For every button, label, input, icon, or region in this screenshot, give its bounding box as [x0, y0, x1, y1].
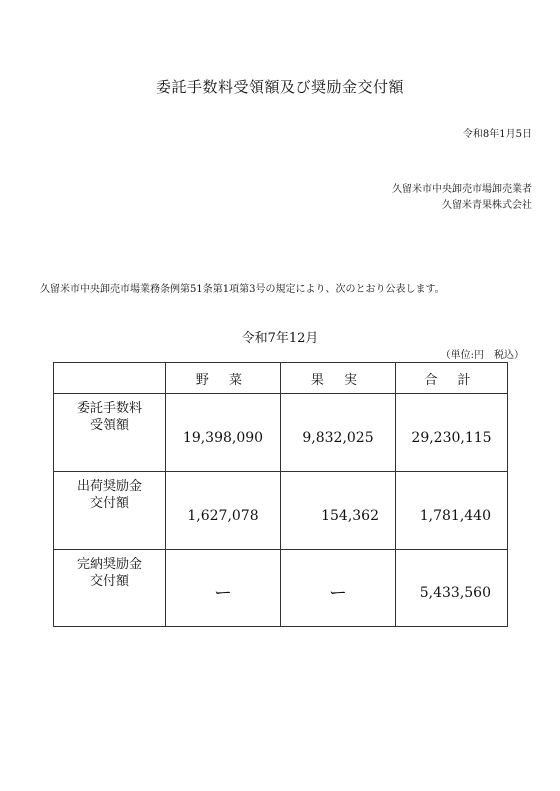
row-label-line1: 完納奨励金	[76, 557, 142, 572]
reporting-period: 令和7年12月	[241, 331, 319, 346]
table-row	[54, 394, 508, 472]
unit-note: （単位:円 税込）	[440, 350, 524, 361]
header-total: 合 計	[396, 363, 508, 394]
row-label-line2: 交付額	[89, 574, 129, 589]
amounts-table	[53, 362, 508, 627]
fruits-value: ー	[281, 550, 396, 627]
row-label	[54, 550, 166, 627]
issuer-organization: 久留米市中央卸売市場卸売業者	[392, 184, 532, 195]
table-row	[54, 550, 508, 627]
vegetables-value: ー	[166, 550, 281, 627]
vegetables-value: 1,627,078	[166, 472, 281, 550]
total-value: 5,433,560	[396, 550, 508, 627]
row-label	[54, 472, 166, 550]
fruits-value: 9,832,025	[281, 394, 396, 472]
notice-text: 久留米市中央卸売市場業務条例第51条第1項第3号の規定により、次のとおり公表します。	[40, 284, 445, 295]
row-label-line1: 委託手数料	[76, 401, 142, 416]
row-label	[54, 394, 166, 472]
row-label-line2: 交付額	[89, 496, 129, 511]
row-label-line1: 出荷奨励金	[76, 479, 142, 494]
total-value: 29,230,115	[396, 394, 508, 472]
header-blank	[54, 363, 166, 394]
document-title: 委託手数料受領額及び奨励金交付額	[155, 78, 404, 96]
header-vegetables: 野 菜	[166, 363, 281, 394]
issue-date: 令和8年1月5日	[462, 129, 532, 140]
fruits-value: 154,362	[281, 472, 396, 550]
total-value: 1,781,440	[396, 472, 508, 550]
issuer-company: 久留米青果株式会社	[442, 200, 532, 211]
row-label-line2: 受領額	[89, 418, 129, 433]
table-header-row	[54, 363, 508, 394]
table-row	[54, 472, 508, 550]
header-fruits: 果 実	[281, 363, 396, 394]
vegetables-value: 19,398,090	[166, 394, 281, 472]
